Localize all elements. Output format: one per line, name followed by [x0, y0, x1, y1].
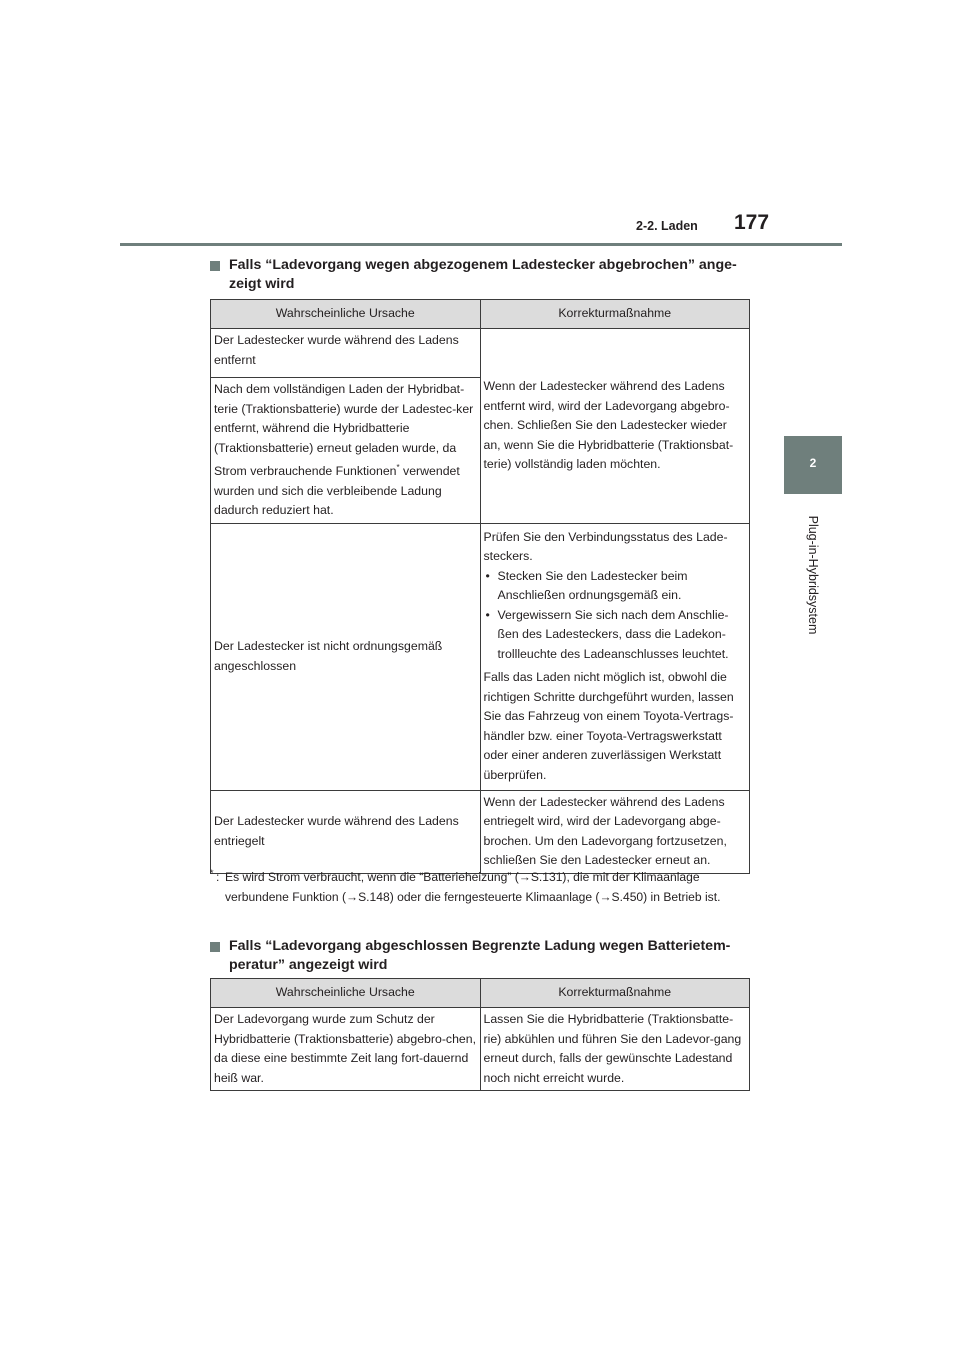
heading-square-icon: [210, 942, 220, 952]
table-row: [211, 523, 750, 790]
cause-text: Nach dem vollständigen Laden der Hybridbat-terie (Traktionsbatterie) wurde der Ladestec-ker entfernt, während die Hybridbatterie (Traktionsbatterie) erneut geladen wurde, da Strom verbrauchende Funktionen: [214, 382, 474, 479]
action-outro: Falls das Laden nicht möglich ist, obwohl die richtigen Schritte durchgeführt wurden, lassen Sie das Fahrzeug von einem Toyota-Vertrags-händler bzw. einer Toyota-Vertragswerkstatt oder einer anderen zuverlässigen Werkstatt überprüfen.: [483, 670, 734, 782]
list-item: • Stecken Sie den Ladestecker beim Anschließen ordnungsgemäß ein.: [484, 567, 747, 606]
table-row: [211, 329, 750, 378]
cause-action-table-2: [210, 978, 750, 1091]
action-bullet-list: [484, 567, 747, 665]
section-title: 2-2. Laden: [636, 219, 698, 233]
footnote-marker: *: [396, 463, 400, 472]
column-header-action: Korrekturmaßnahme: [480, 300, 750, 329]
column-header-action: Korrekturmaßnahme: [480, 979, 750, 1008]
table-row: [211, 1008, 750, 1091]
table-row: [211, 790, 750, 873]
section1-heading: [210, 256, 750, 294]
action-cell: [480, 523, 750, 790]
chapter-label: Plug-in-Hybridsystem: [806, 515, 820, 635]
action-cell: Wenn der Ladestecker während des Ladens entriegelt wird, wird der Ladevorgang abge-brochen. Um den Ladevorgang fortzusetzen, schließen Sie den Ladestecker erneut an.: [480, 790, 750, 873]
cause-cell: Der Ladestecker ist nicht ordnungsgemäß angeschlossen: [211, 523, 481, 790]
section1-heading-text: Falls “Ladevorgang wegen abgezogenem Ladestecker abgebrochen” ange-zeigt wird: [229, 257, 737, 292]
footnote: [210, 868, 750, 907]
header-rule: [120, 243, 842, 246]
footnote-colon: :: [216, 870, 220, 884]
action-cell: Lassen Sie die Hybridbatterie (Traktionsbatte-rie) abkühlen und führen Sie den Ladevor-gang erneut durch, falls der gewünschte Ladestand noch nicht erreicht wurde.: [480, 1008, 750, 1091]
section2-heading: [210, 937, 750, 975]
action-intro: Prüfen Sie den Verbindungsstatus des Lade-steckers.: [483, 529, 728, 564]
cause-cell: Der Ladestecker wurde während des Ladens entfernt: [211, 329, 481, 378]
table-header-row: [211, 979, 750, 1008]
column-header-cause: Wahrscheinliche Ursache: [211, 979, 481, 1008]
cause-cell: Der Ladestecker wurde während des Ladens entriegelt: [211, 790, 481, 873]
chapter-number: 2: [809, 456, 817, 470]
table-header-row: [211, 300, 750, 329]
cause-action-table-1: [210, 299, 750, 874]
action-cell: Wenn der Ladestecker während des Ladens entfernt wird, wird der Ladevorgang abgebro-chen. Schließen Sie den Ladestecker wieder an, wenn Sie die Hybridbatterie (Traktionsbat-terie) vollständig laden möchten.: [480, 329, 750, 524]
footnote-marker: *: [210, 868, 214, 878]
cause-cell: [211, 378, 481, 524]
section2-heading-text: Falls “Ladevorgang abgeschlossen Begrenzte Ladung wegen Batterietem-peratur” angezeigt wird: [229, 938, 731, 973]
list-item: • Vergewissern Sie sich nach dem Anschlie-ßen des Ladesteckers, dass die Ladekon-trollleuchte des Ladeanschlusses leuchtet.: [484, 606, 747, 665]
cause-cell: Der Ladevorgang wurde zum Schutz der Hybridbatterie (Traktionsbatterie) abgebro-chen, da diese eine bestimmte Zeit lang fort-dauernd heiß war.: [211, 1008, 481, 1091]
cause-text: verwendet wurden und sich die verbleibende Ladung dadurch reduziert hat.: [214, 464, 460, 518]
heading-square-icon: [210, 261, 220, 271]
footnote-text: Es wird Strom verbraucht, wenn die “Batterieheizung” (→S.131), die mit der Klimaanlage verbundene Funktion (→S.148) oder die ferngesteuerte Klimaanlage (→S.450) in Betrieb ist.: [225, 870, 721, 904]
column-header-cause: Wahrscheinliche Ursache: [211, 300, 481, 329]
page-number: 177: [734, 211, 770, 234]
